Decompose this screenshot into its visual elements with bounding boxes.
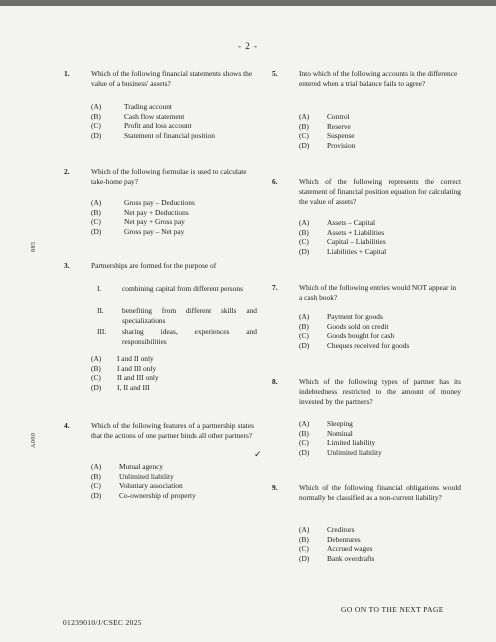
option-c[interactable]: (C) Goods bought for cash bbox=[299, 331, 395, 341]
option-c[interactable]: (C) Suspense bbox=[299, 131, 355, 141]
option-d[interactable]: (D) Bank overdrafts bbox=[299, 553, 375, 563]
option-b[interactable]: (B) Unlimited liability bbox=[91, 471, 174, 481]
option-a[interactable]: (A) I and II only bbox=[91, 354, 154, 363]
question-stem: Partnerships are formed for the purpose of bbox=[91, 261, 217, 270]
option-a[interactable]: (A) Assets – Capital bbox=[299, 218, 376, 227]
option-d[interactable]: (D) Provision bbox=[299, 140, 356, 150]
option-b[interactable]: (B) Net pay + Deductions bbox=[91, 207, 189, 217]
option-a[interactable]: (A) Gross pay – Deductions bbox=[91, 198, 195, 207]
side-code-top: 885 bbox=[31, 241, 37, 252]
option-d[interactable]: (D) I, II and III bbox=[91, 382, 150, 392]
question-number: 2. bbox=[64, 167, 70, 176]
paper-code: 01239010/J/CSEC 2025 bbox=[63, 618, 142, 627]
options-list bbox=[299, 525, 464, 563]
option-b[interactable]: (B) Goods sold on credit bbox=[299, 321, 389, 331]
question-number: 5. bbox=[272, 69, 278, 78]
question-number: 1. bbox=[64, 69, 70, 78]
option-c[interactable]: (C) Capital – Liabilities bbox=[299, 237, 386, 247]
side-code-bottom: A000 bbox=[31, 432, 37, 448]
question-number: 7. bbox=[272, 283, 278, 292]
question-stem: Which of the following features of a partnership states that the actions of one partner binds all other partners? bbox=[91, 421, 254, 440]
options-list bbox=[91, 102, 261, 140]
option-c[interactable]: (C) II and III only bbox=[91, 373, 159, 383]
question-stem: Into which of the following accounts is the difference entered when a trial balance fails to agree? bbox=[299, 69, 458, 88]
option-d[interactable]: (D) Co-ownership of property bbox=[91, 490, 196, 500]
question-stem: Which of the following entries would NOT appear in a cash book? bbox=[299, 283, 457, 302]
question-number: 6. bbox=[272, 177, 278, 186]
options-list bbox=[299, 112, 464, 150]
question-stem: Which of the following financial obligations would normally be classified as a non-current liability? bbox=[299, 483, 461, 502]
question-stem: Which of the following represents the correct statement of financial position equation for calculating the value of assets? bbox=[299, 177, 461, 206]
option-b[interactable]: (B) Reserve bbox=[299, 121, 351, 131]
question-stem: Which of the following types of partner has its indebtedness restricted to the amount of money invested by the partners? bbox=[299, 377, 461, 406]
options-list bbox=[299, 218, 464, 256]
question-number: 8. bbox=[272, 377, 278, 386]
option-a[interactable]: (A) Payment for goods bbox=[299, 312, 383, 321]
option-d[interactable]: (D) Unlimited liability bbox=[299, 447, 382, 457]
option-a[interactable]: (A) Creditors bbox=[299, 525, 355, 534]
option-b[interactable]: (B) I and III only bbox=[91, 363, 157, 373]
scan-top-edge bbox=[0, 0, 496, 6]
page-number: - 2 - bbox=[238, 41, 258, 51]
pen-mark-icon: ✓ bbox=[254, 449, 262, 459]
option-d[interactable]: (D) Statement of financial position bbox=[91, 130, 215, 140]
option-b[interactable]: (B) Nominal bbox=[299, 428, 353, 438]
options-list bbox=[91, 462, 261, 500]
option-b[interactable]: (B) Cash flow statement bbox=[91, 111, 185, 121]
option-c[interactable]: (C) Limited liability bbox=[299, 438, 376, 448]
question-stem: Which of the following formulae is used to calculate take-home pay? bbox=[91, 167, 247, 186]
option-b[interactable]: (B) Debentures bbox=[299, 534, 361, 544]
question-number: 9. bbox=[272, 483, 278, 492]
option-d[interactable]: (D) Gross pay – Net pay bbox=[91, 226, 185, 236]
option-a[interactable]: (A) Trading account bbox=[91, 102, 172, 111]
question-number: 4. bbox=[64, 421, 70, 430]
option-a[interactable]: (A) Control bbox=[299, 112, 350, 121]
option-a[interactable]: (A) Sleeping bbox=[299, 419, 353, 428]
option-c[interactable]: (C) Voluntary association bbox=[91, 481, 183, 491]
option-c[interactable]: (C) Accrued wages bbox=[299, 544, 373, 554]
options-list bbox=[299, 419, 464, 457]
option-c[interactable]: (C) Net pay + Gross pay bbox=[91, 217, 185, 227]
option-a[interactable]: (A) Mutual agency bbox=[91, 462, 164, 471]
option-d[interactable]: (D) Cheques received for goods bbox=[299, 340, 410, 350]
option-c[interactable]: (C) Profit and loss account bbox=[91, 121, 192, 131]
question-stem: Which of the following financial statements shows the value of a business' assets? bbox=[91, 69, 253, 88]
options-list bbox=[91, 198, 261, 236]
next-page-note: GO ON TO THE NEXT PAGE bbox=[341, 605, 444, 614]
question-number: 3. bbox=[64, 261, 70, 270]
options-list bbox=[91, 354, 261, 392]
option-d[interactable]: (D) Liabilities + Capital bbox=[299, 246, 387, 256]
options-list bbox=[299, 312, 464, 350]
option-b[interactable]: (B) Assets + Liabilities bbox=[299, 227, 385, 237]
